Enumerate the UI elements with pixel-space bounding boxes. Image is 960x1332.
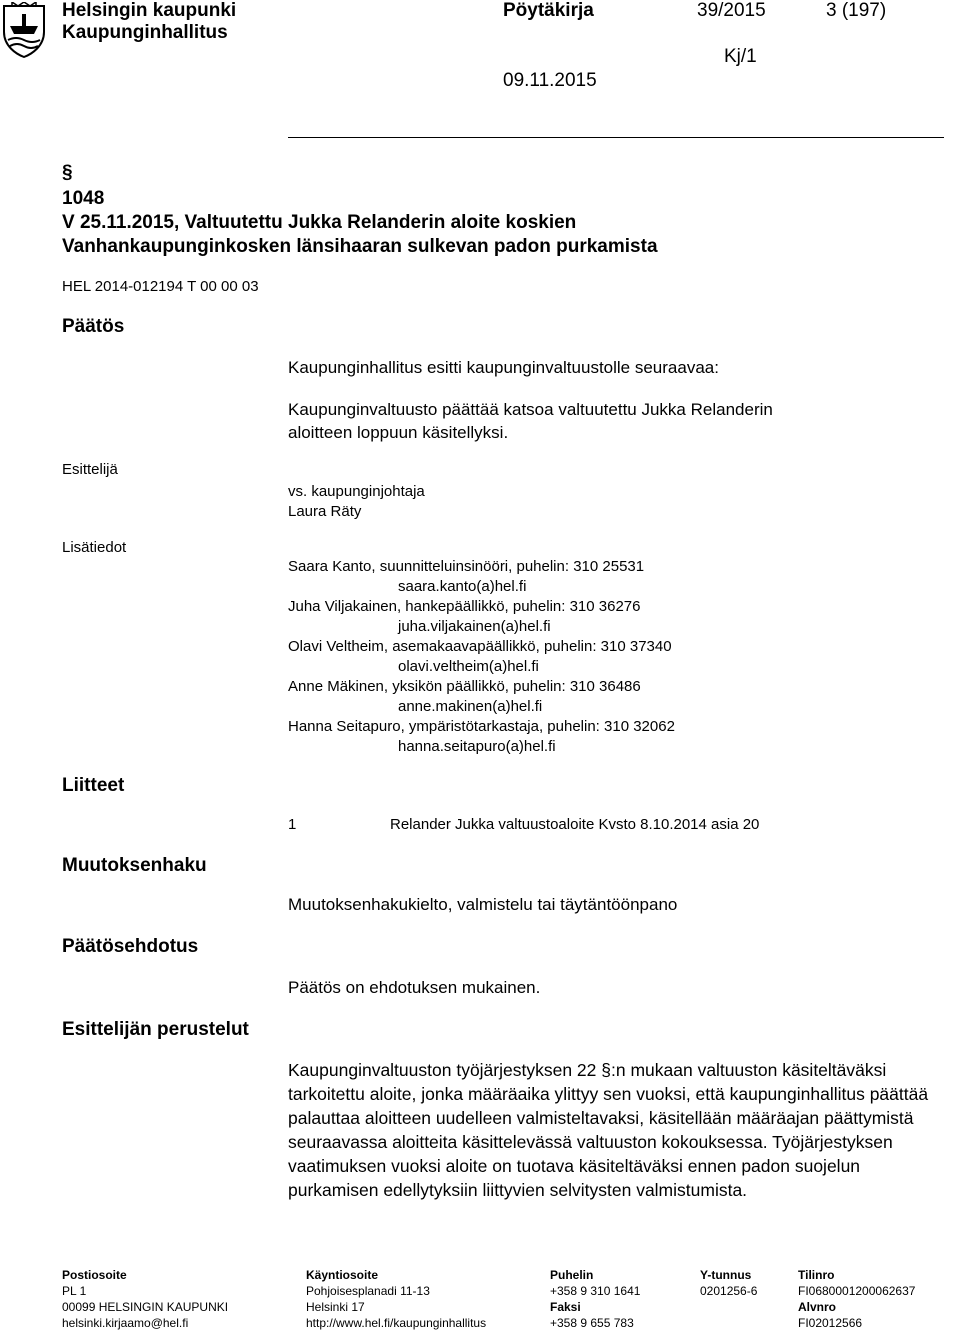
case-title-line-2: Vanhankaupunginkosken länsihaaran sulkevan padon purkamista (62, 236, 658, 257)
doc-code: Kj/1 (724, 46, 757, 67)
footer-faksi-label: Faksi (550, 1300, 581, 1314)
contact-email[interactable]: saara.kanto(a)hel.fi (398, 578, 527, 595)
footer-tilinro-label: Tilinro (798, 1268, 835, 1282)
footer-tilinro: FI0680001200062637 (798, 1284, 916, 1298)
footer-puhelin: +358 9 310 1641 (550, 1284, 641, 1298)
footer-faksi: +358 9 655 783 (550, 1316, 634, 1330)
presenter-name: Laura Räty (288, 503, 362, 520)
footer-kayntiosoite-label: Käyntiosoite (306, 1268, 379, 1282)
footer-kayntiosoite-2: Helsinki 17 (306, 1300, 365, 1314)
footer-email[interactable]: helsinki.kirjaamo@hel.fi (62, 1316, 189, 1330)
decision-intro: Kaupunginhallitus esitti kaupunginvaltuustolle seuraavaa: (288, 358, 719, 377)
proposal-text: Päätös on ehdotuksen mukainen. (288, 978, 541, 997)
footer-postiosoite-2: 00099 HELSINGIN KAUPUNKI (62, 1300, 229, 1314)
reasoning-paragraph: Kaupunginvaltuuston työjärjestyksen 22 §:n mukaan valtuuston käsiteltäväksi tarkoitettu aloite, jonka määräaika ylittyy sen vuoksi, että kaupunginhallitus päättää palauttaa aloitteen uudelleen valmisteltavaksi, käsitellään määräajan päättymistä seuraavassa aloitteita käsittelevässä valtuuston kokouksessa. Työjärjestyksen vaatimuksen vuoksi aloite on tuotava käsiteltäväksi ennen padon suojelun purkamisen edellytyksiin liittyvien selvitysten valmistumista. (288, 1060, 929, 1200)
diary-number: HEL 2014-012194 T 00 00 03 (62, 278, 259, 295)
appeal-text: Muutoksenhakukielto, valmistelu tai täytäntöönpano (288, 895, 678, 914)
label-paatos: Päätös (62, 316, 125, 337)
footer-puhelin-label: Puhelin (550, 1268, 594, 1282)
label-muutoksenhaku: Muutoksenhaku (62, 855, 207, 876)
decision-line-1: Kaupunginvaltuusto päättää katsoa valtuutettu Jukka Relanderin (288, 400, 773, 419)
label-lisatiedot: Lisätiedot (62, 539, 127, 556)
contact-line: Juha Viljakainen, hankepäällikkö, puhelin: 310 36276 (288, 598, 641, 615)
contact-line: Olavi Veltheim, asemakaavapäällikkö, puhelin: 310 37340 (288, 638, 672, 655)
city-crest-logo (2, 2, 46, 58)
label-liitteet: Liitteet (62, 775, 125, 796)
label-esittelijan-perustelut: Esittelijän perustelut (62, 1019, 249, 1040)
footer-ytunnus-label: Y-tunnus (700, 1268, 752, 1282)
footer-alvnro-label: Alvnro (798, 1300, 837, 1314)
contact-email[interactable]: anne.makinen(a)hel.fi (398, 698, 543, 715)
section-mark: § (62, 162, 73, 183)
page-number: 3 (197) (826, 0, 887, 21)
presenter-title: vs. kaupunginjohtaja (288, 483, 425, 500)
attachment-number: 1 (288, 816, 297, 833)
footer-postiosoite-label: Postiosoite (62, 1268, 127, 1282)
body-name: Kaupunginhallitus (62, 22, 228, 43)
footer-kayntiosoite-1: Pohjoisesplanadi 11-13 (306, 1284, 430, 1298)
contact-line: Anne Mäkinen, yksikön päällikkö, puhelin: 310 36486 (288, 678, 641, 695)
decision-line-2: aloitteen loppuun käsitellyksi. (288, 423, 509, 442)
label-esittelija: Esittelijä (62, 461, 118, 478)
contact-email[interactable]: hanna.seitapuro(a)hel.fi (398, 738, 556, 755)
meeting-date: 09.11.2015 (503, 70, 597, 91)
org-name: Helsingin kaupunki (62, 0, 237, 21)
attachment-link[interactable]: Relander Jukka valtuustoaloite Kvsto 8.10.2014 asia 20 (390, 816, 760, 833)
header-rule (288, 137, 944, 138)
case-title-line-1: V 25.11.2015, Valtuutettu Jukka Relanderin aloite koskien (62, 212, 577, 233)
minutes-number: 39/2015 (697, 0, 766, 21)
footer-website-link[interactable]: http://www.hel.fi/kaupunginhallitus (306, 1316, 487, 1330)
footer-postiosoite-1: PL 1 (62, 1284, 87, 1298)
contact-line: Saara Kanto, suunnitteluinsinööri, puhelin: 310 25531 (288, 558, 645, 575)
footer-ytunnus: 0201256-6 (700, 1284, 758, 1298)
contact-email[interactable]: olavi.veltheim(a)hel.fi (398, 658, 539, 675)
doc-type: Pöytäkirja (503, 0, 594, 21)
case-number: 1048 (62, 188, 105, 209)
label-paatosehdotus: Päätösehdotus (62, 936, 199, 957)
footer-alvnro: FI02012566 (798, 1316, 863, 1330)
contact-line: Hanna Seitapuro, ympäristötarkastaja, puhelin: 310 32062 (288, 718, 675, 735)
contact-email[interactable]: juha.viljakainen(a)hel.fi (398, 618, 551, 635)
